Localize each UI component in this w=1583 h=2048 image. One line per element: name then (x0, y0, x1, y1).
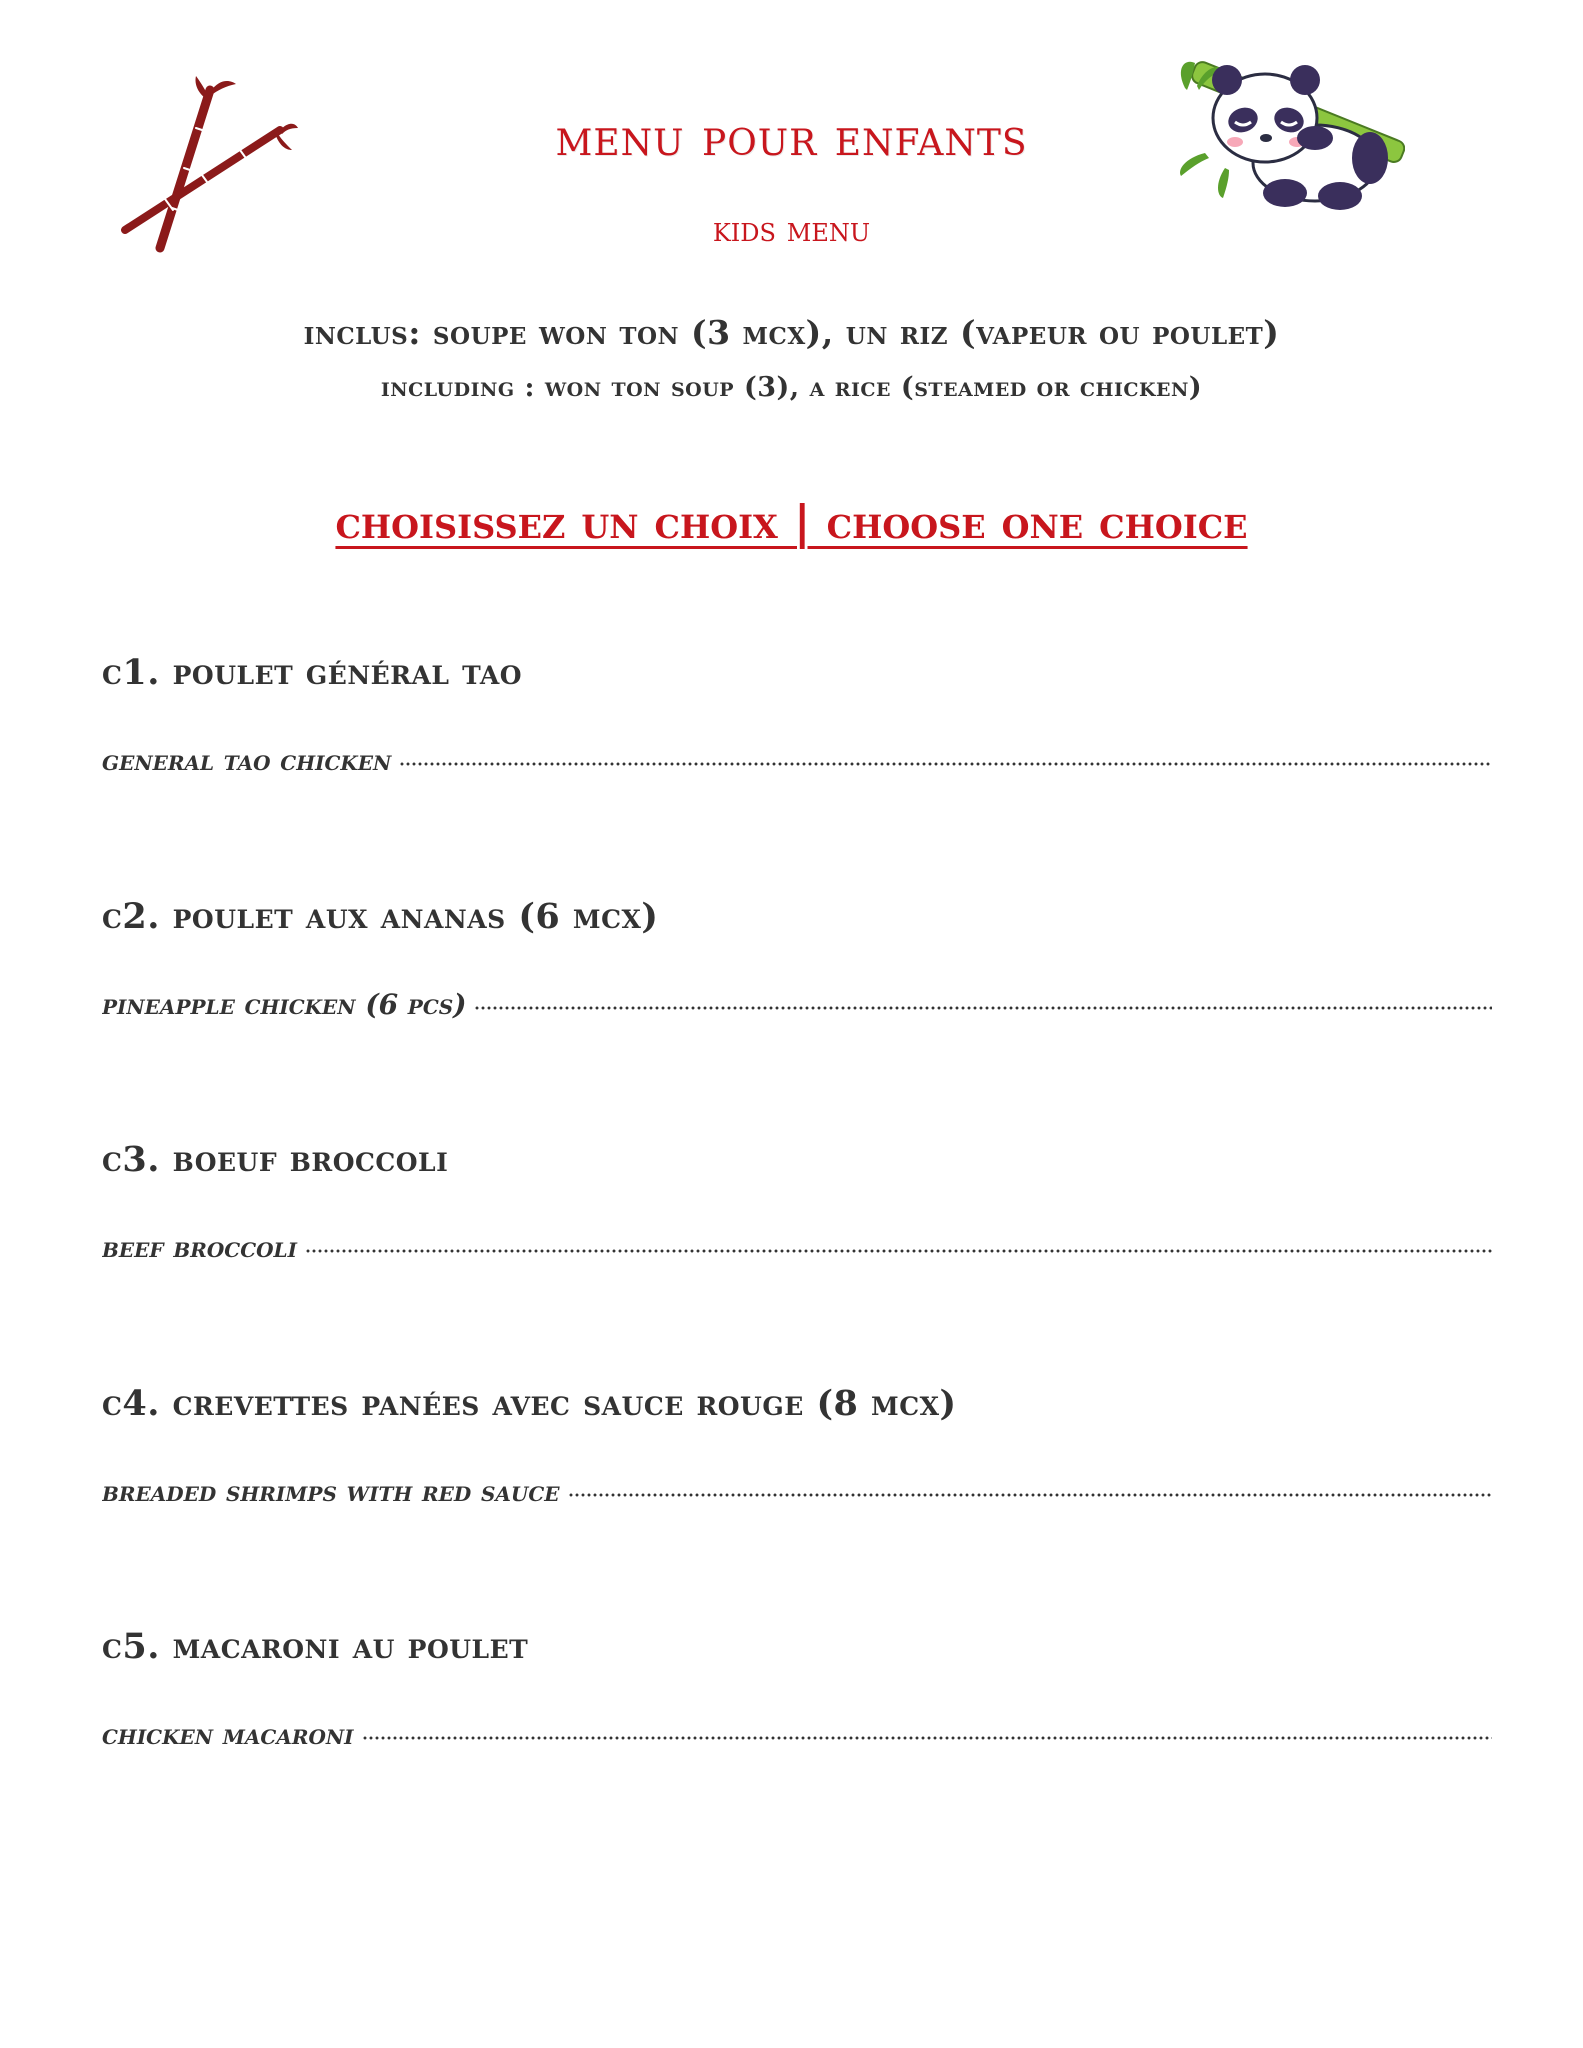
dot-leader (568, 1492, 1492, 1498)
dot-leader (399, 761, 1492, 767)
menu-item (102, 896, 1492, 1021)
item-name-english: pineapple chicken (6 pcs) (102, 988, 467, 1021)
item-name-english: beef broccoli (102, 1231, 297, 1264)
item-name-french: c1. poulet général tao (102, 652, 523, 693)
menu-subtitle: kids menu (712, 210, 871, 250)
menu-title: menu pour enfants (555, 108, 1028, 168)
menu-item (102, 1139, 1492, 1264)
item-name-french: c2. poulet aux ananas (6 mcx) (102, 896, 659, 937)
item-english-row (102, 1224, 1492, 1264)
dot-leader (362, 1735, 1492, 1741)
included-french: inclus: soupe won ton (3 mcx), un riz (vapeur ou poulet) (303, 313, 1280, 352)
item-name-french: c4. crevettes panées avec sauce rouge (8 mcx) (102, 1383, 957, 1424)
dot-leader (305, 1248, 1492, 1254)
item-english-row (102, 1711, 1492, 1751)
item-english-row (102, 981, 1492, 1021)
menu-item (102, 1383, 1492, 1508)
included-english: including : won ton soup (3), a rice (steamed or chicken) (380, 372, 1203, 403)
item-name-english: breaded shrimps with red sauce (102, 1475, 560, 1508)
item-name-french: c3. boeuf broccoli (102, 1139, 449, 1180)
item-english-row (102, 1468, 1492, 1508)
item-name-english: chicken macaroni (102, 1718, 354, 1751)
item-name-french: c5. macaroni au poulet (102, 1626, 529, 1667)
choose-heading: choisissez un choix | choose one choice (335, 495, 1248, 549)
item-name-english: general tao chicken (102, 744, 392, 777)
menu-item (102, 652, 1492, 777)
item-english-row (102, 737, 1492, 777)
menu-item (102, 1626, 1492, 1751)
dot-leader (474, 1005, 1492, 1011)
